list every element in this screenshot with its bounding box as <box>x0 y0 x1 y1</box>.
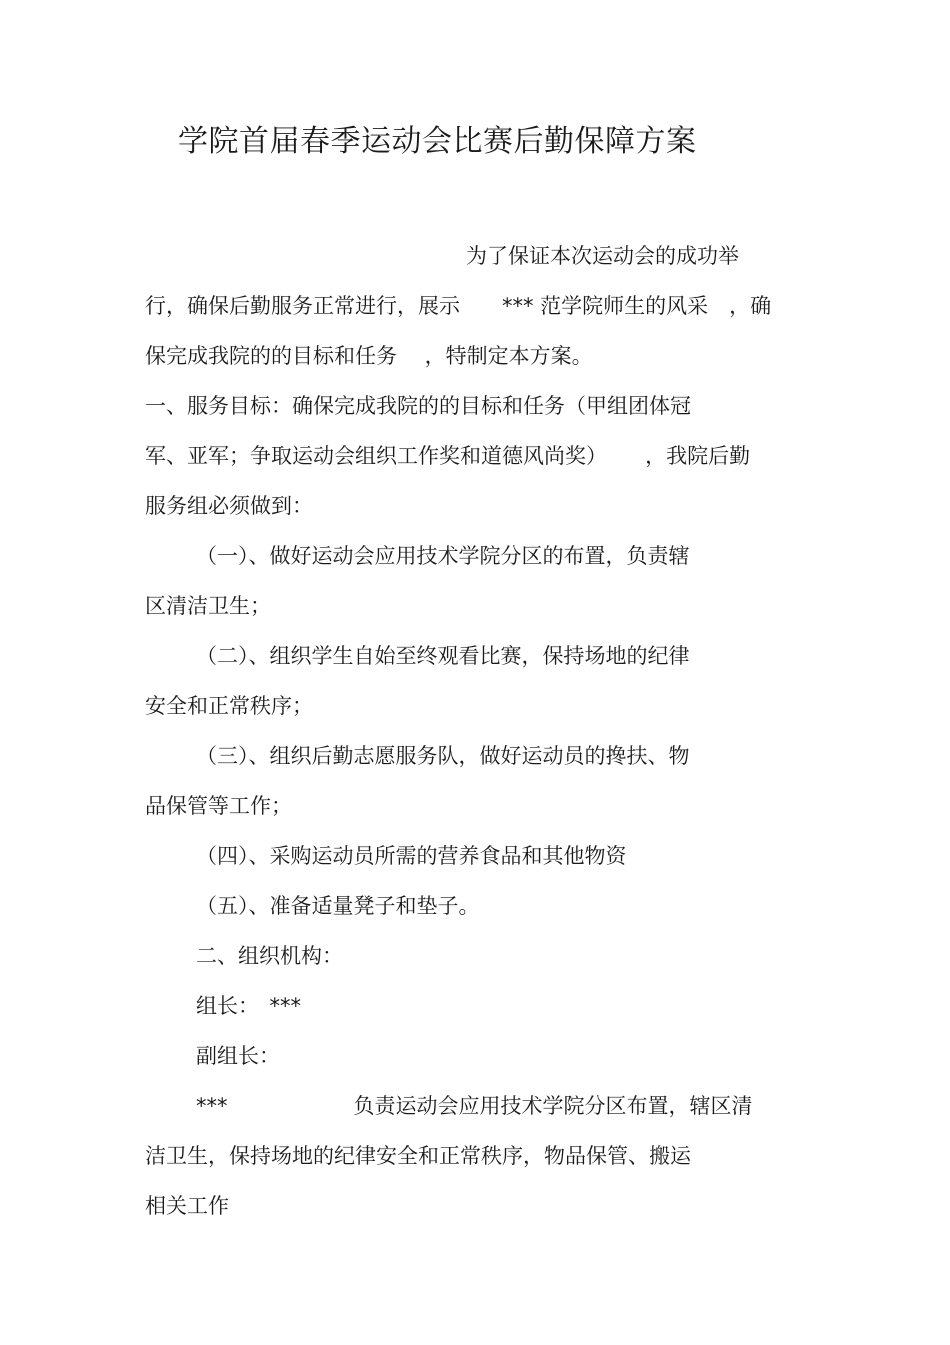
item-5-line: （五）、准备适量凳子和垫子。 <box>196 894 480 918</box>
item-2-line-2: 安全和正常秩序； <box>145 694 313 718</box>
duty-line-2: 洁卫生，保持场地的纪律安全和正常秩序，物品保管、搬运 <box>145 1144 691 1168</box>
item-4-line: （四）、采购运动员所需的营养食品和其他物资 <box>196 844 627 868</box>
intro-line-2: 行，确保后勤服务正常进行，展示 *** 范学院师生的风采 ，确 <box>145 294 772 318</box>
page-title: 学院首届春季运动会比赛后勤保障方案 <box>178 124 697 159</box>
section-1-line-1: 一、服务目标：确保完成我院的的目标和任务（甲组团体冠 <box>145 394 691 418</box>
leader-line: 组长： *** <box>196 994 301 1018</box>
section-2-heading: 二、组织机构： <box>196 944 343 968</box>
item-3-line-1: （三）、组织后勤志愿服务队，做好运动员的搀扶、物 <box>196 744 690 768</box>
section-1-line-2: 军、亚军；争取运动会组织工作奖和道德风尚奖） ，我院后勤 <box>145 444 751 468</box>
duty-line-3: 相关工作 <box>145 1194 229 1218</box>
item-2-line-1: （二）、组织学生自始至终观看比赛，保持场地的纪律 <box>196 644 690 668</box>
intro-line-1: 为了保证本次运动会的成功举 <box>466 244 739 268</box>
deputy-leader-line: 副组长： <box>196 1044 280 1068</box>
item-3-line-2: 品保管等工作； <box>145 794 292 818</box>
duty-line-1: *** 负责运动会应用技术学院分区布置，辖区清 <box>196 1094 753 1118</box>
section-1-line-3: 服务组必须做到： <box>145 494 313 518</box>
item-1-line-1: （一）、做好运动会应用技术学院分区的布置，负责辖 <box>196 544 690 568</box>
intro-line-3: 保完成我院的的目标和任务 ，特制定本方案。 <box>145 344 593 368</box>
item-1-line-2: 区清洁卫生； <box>145 594 271 618</box>
